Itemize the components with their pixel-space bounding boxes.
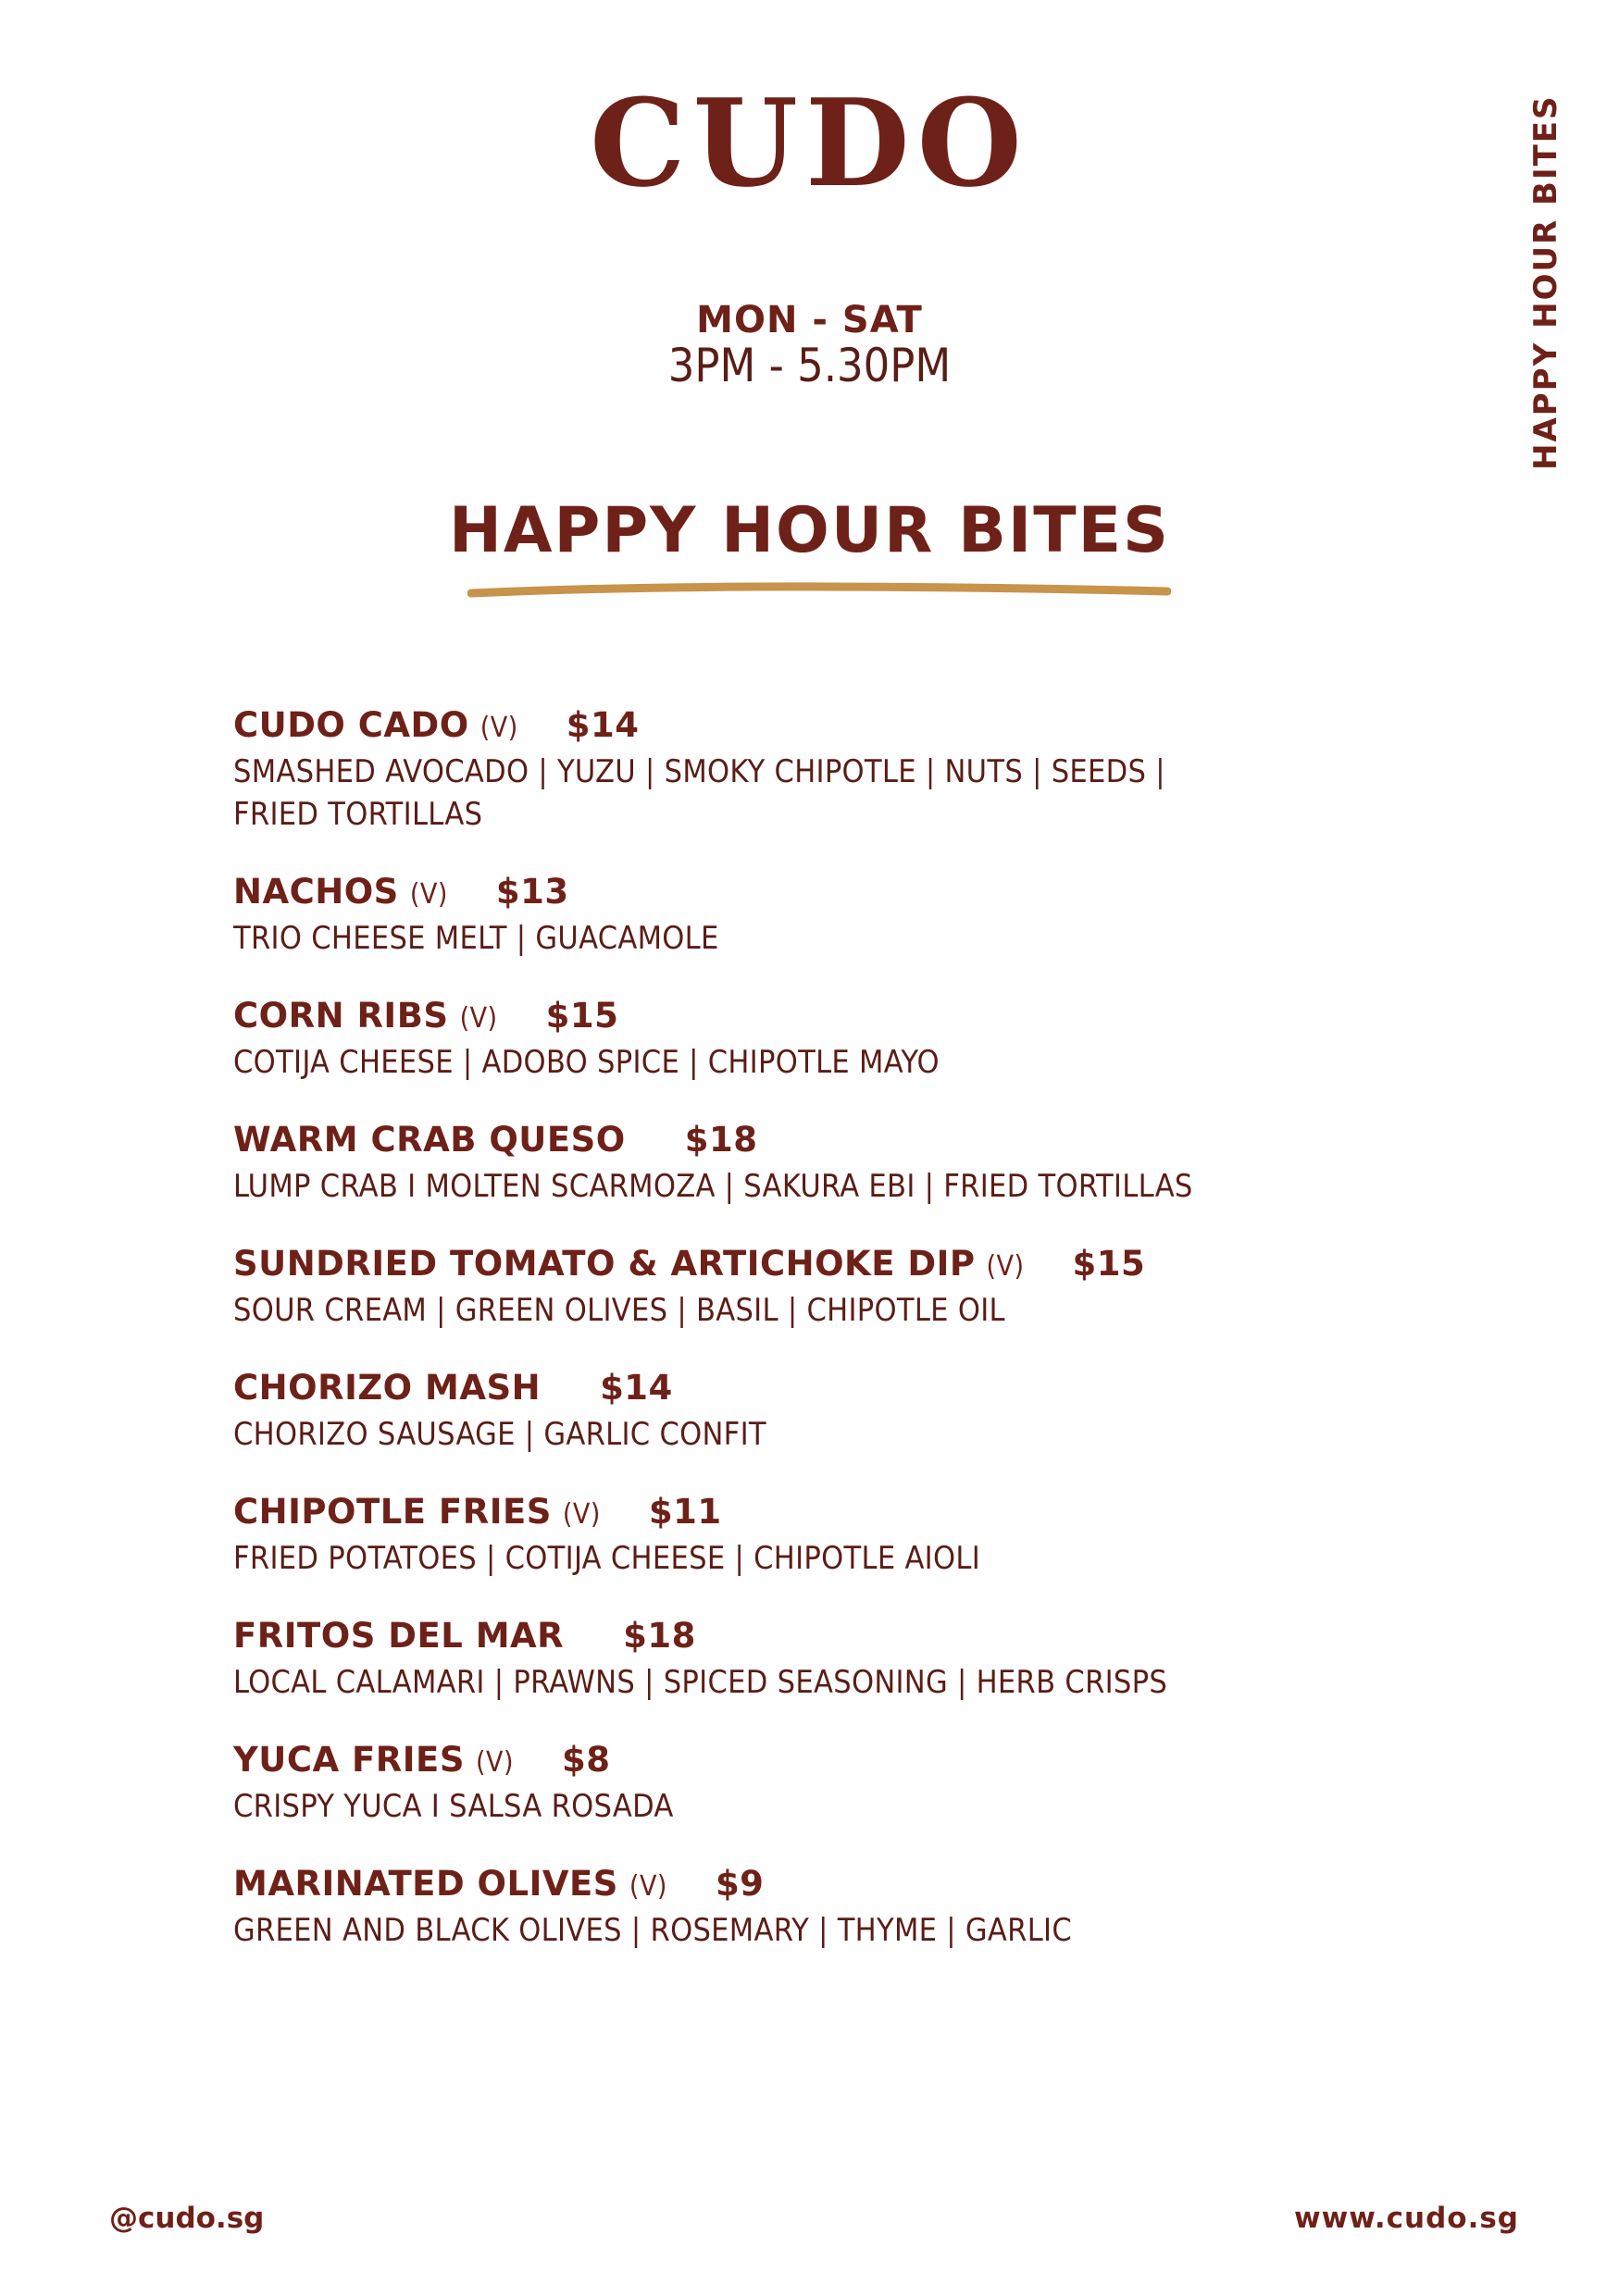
item-price: $8 [562,1740,611,1780]
side-label: HAPPY HOUR BITES [1527,94,1564,470]
item-header [233,1366,1437,1413]
menu-item [233,1614,1437,1738]
item-header [233,1242,1437,1289]
item-header [233,1614,1437,1661]
item-description: SMASHED AVOCADO | YUZU | SMOKY CHIPOTLE | NUTS | SEEDS | FRIED TORTILLAS [233,753,1165,833]
schedule-days: MON - SAT [696,299,923,341]
item-header [233,1118,1437,1165]
menu-list [233,703,1437,1986]
item-description: SOUR CREAM | GREEN OLIVES | BASIL | CHIPOTLE OIL [233,1292,1005,1329]
menu-item [233,994,1437,1118]
item-description: GREEN AND BLACK OLIVES | ROSEMARY | THYME | GARLIC [233,1912,1073,1949]
item-header [233,703,1437,751]
menu-item [233,870,1437,994]
item-veg-tag: (V) [629,1870,667,1903]
item-description: TRIO CHEESE MELT | GUACAMOLE [233,920,719,957]
item-veg-tag: (V) [562,1498,601,1531]
item-veg-tag: (V) [475,1746,514,1779]
item-name: YUCA FRIES [233,1740,465,1780]
item-description: COTIJA CHEESE | ADOBO SPICE | CHIPOTLE MAYO [233,1044,940,1081]
item-name: WARM CRAB QUESO [233,1120,626,1160]
menu-item [233,1242,1437,1366]
item-price: $18 [684,1120,758,1160]
item-price: $18 [623,1616,696,1656]
item-name: CHORIZO MASH [233,1368,542,1408]
item-name: SUNDRIED TOMATO & ARTICHOKE DIP [233,1244,976,1284]
menu-item [233,1862,1437,1986]
item-veg-tag: (V) [409,878,448,911]
item-price: $15 [1072,1244,1146,1284]
item-header [233,994,1437,1041]
item-veg-tag: (V) [986,1250,1025,1283]
item-description: CRISPY YUCA I SALSA ROSADA [233,1788,674,1825]
item-veg-tag: (V) [459,1002,498,1035]
social-handle[interactable]: @cudo.sg [109,2202,265,2235]
item-price: $15 [545,996,619,1036]
item-name: NACHOS [233,872,399,912]
item-header [233,870,1437,917]
item-price: $14 [566,705,640,745]
item-header [233,1490,1437,1537]
menu-item [233,703,1437,870]
item-price: $11 [648,1492,722,1532]
menu-item [233,1366,1437,1490]
item-name: CORN RIBS [233,996,449,1036]
item-name: MARINATED OLIVES [233,1864,618,1904]
item-name: CUDO CADO [233,705,469,745]
item-description: FRIED POTATOES | COTIJA CHEESE | CHIPOTLE AIOLI [233,1540,981,1577]
title-underline [467,578,1171,606]
menu-item [233,1490,1437,1614]
item-price: $13 [495,872,569,912]
menu-title: HAPPY HOUR BITES [448,494,1171,567]
schedule-hours: 3PM - 5.30PM [667,339,952,392]
item-price: $9 [715,1864,765,1904]
item-veg-tag: (V) [479,712,518,744]
menu-item [233,1738,1437,1862]
item-name: FRITOS DEL MAR [233,1616,565,1656]
item-name: CHIPOTLE FRIES [233,1492,552,1532]
item-description: LUMP CRAB I MOLTEN SCARMOZA | SAKURA EBI | FRIED TORTILLAS [233,1168,1193,1205]
item-header [233,1862,1437,1909]
website-link[interactable]: www.cudo.sg [1293,2202,1519,2235]
item-header [233,1738,1437,1785]
brand-logo: CUDO [590,72,1029,214]
menu-item [233,1118,1437,1242]
item-description: CHORIZO SAUSAGE | GARLIC CONFIT [233,1416,766,1453]
item-description: LOCAL CALAMARI | PRAWNS | SPICED SEASONING | HERB CRISPS [233,1664,1168,1701]
item-price: $14 [600,1368,673,1408]
